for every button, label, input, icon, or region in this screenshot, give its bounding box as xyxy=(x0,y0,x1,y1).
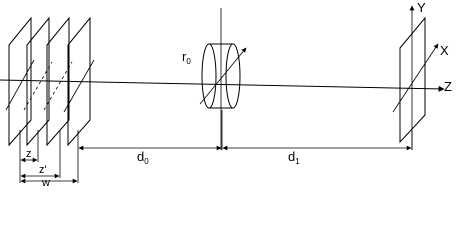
label-r0: $r_0$ xyxy=(182,49,191,66)
label-axis-x: X xyxy=(440,43,449,58)
detector-plane xyxy=(393,6,438,150)
label-z-prime: z' xyxy=(39,164,47,176)
plane-diagonal-1 xyxy=(6,60,34,110)
lens-element xyxy=(200,8,246,150)
plane-2 xyxy=(27,18,49,145)
label-d0: $d_0$ xyxy=(137,149,149,166)
lens-radius-arrow xyxy=(200,48,246,104)
label-axis-y: Y xyxy=(417,0,426,15)
optical-axis-z xyxy=(0,80,444,89)
label-d1: $d_1$ xyxy=(288,149,300,166)
label-axis-z: Z xyxy=(444,79,452,94)
plane-1 xyxy=(9,18,31,145)
label-w: w xyxy=(42,177,50,186)
label-z: z xyxy=(26,148,32,160)
